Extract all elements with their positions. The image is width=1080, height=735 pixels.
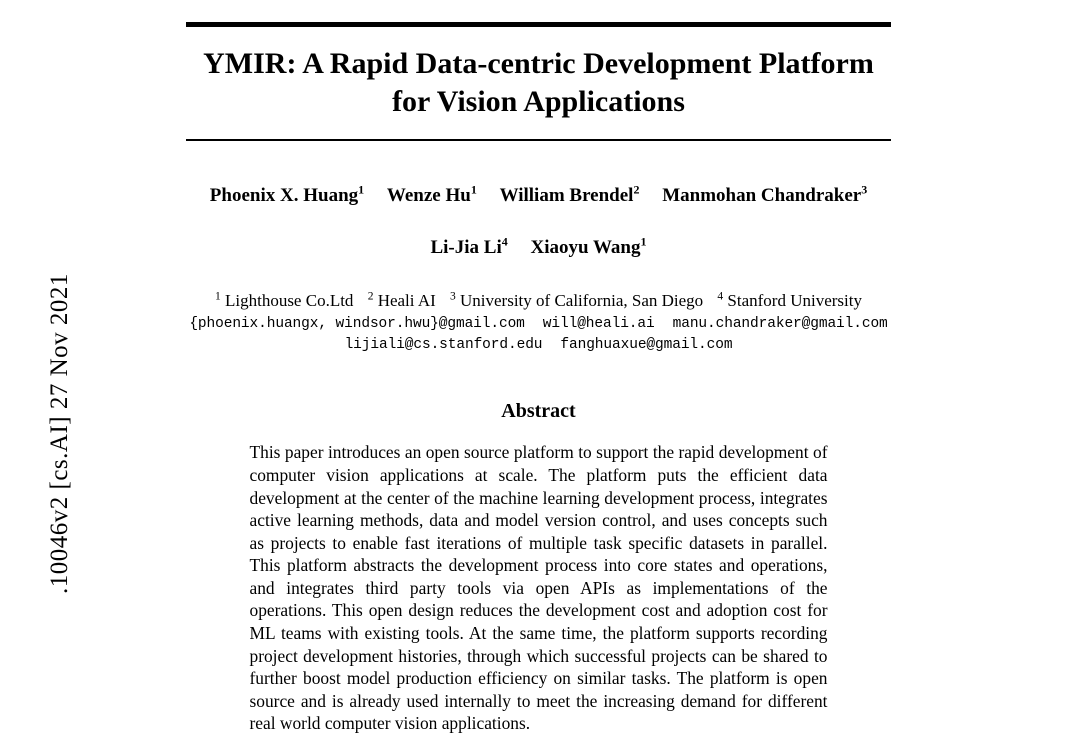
email-address[interactable]: fanghuaxue@gmail.com	[560, 337, 733, 354]
author-affiliation-marker: 1	[470, 183, 477, 197]
affiliation-entry	[450, 291, 703, 310]
author-name: William Brendel	[499, 185, 634, 207]
author-affiliation-marker: 1	[358, 183, 365, 197]
author-list-line-2	[186, 234, 891, 258]
author-entry	[530, 234, 647, 258]
affiliation-marker: 4	[717, 290, 724, 303]
email-address[interactable]: manu.chandraker@gmail.com	[672, 316, 888, 333]
author-affiliation-marker: 1	[640, 234, 647, 249]
author-name: Li-Jia Li	[430, 236, 502, 258]
affiliation-entry	[215, 291, 353, 310]
author-affiliation-marker: 4	[501, 234, 508, 249]
affiliation-entry	[717, 291, 862, 310]
author-entry	[500, 185, 640, 206]
author-name: Phoenix X. Huang	[209, 185, 359, 207]
affiliation-entry	[368, 291, 436, 310]
title-line-2: for Vision Applications	[392, 85, 685, 118]
abstract-heading: Abstract	[501, 400, 576, 423]
arxiv-identifier-stamp	[0, 0, 73, 719]
affiliation-marker: 2	[367, 290, 374, 303]
author-list-line-1	[186, 183, 891, 207]
author-name: Manmohan Chandraker	[662, 185, 862, 207]
arxiv-identifier-text: .10046v2 [cs.AI] 27 Nov 2021	[46, 273, 73, 594]
affiliation-marker: 3	[450, 290, 456, 303]
title-rule-top	[186, 22, 891, 27]
author-affiliation-marker: 2	[633, 183, 640, 197]
author-affiliation-marker: 3	[861, 183, 868, 197]
author-entry	[430, 234, 508, 258]
affiliation-marker: 1	[214, 290, 221, 303]
author-entry	[387, 185, 477, 206]
affiliation-name: Stanford University	[727, 291, 862, 311]
affiliation-name: University of California, San Diego	[460, 291, 704, 311]
title-rule-bottom	[186, 139, 891, 141]
page-title	[186, 45, 891, 121]
affiliation-name: Lighthouse Co.Ltd	[224, 291, 354, 311]
abstract-text: This paper introduces an open source platform to support the rapid development of computer vision applications at scale. The platform puts the efficient data development at the center of the machine learning development process, integrates active learning methods, data and model version control, and uses concepts such as projects to enable fast iterations of multiple task specific datasets in parallel. This platform abstracts the development process into core states and operations, and integrates third party tools via open APIs as implementations of the operations. This open design reduces the development cost and adoption cost for ML teams with existing tools. At the same time, the platform supports recording project development histories, through which successful projects can be shared to further boost model production efficiency on similar tasks. The platform is open source and is already used internally to meet the increasing demand for different real world computer vision applications.	[249, 442, 828, 734]
email-address[interactable]: {phoenix.huangx, windsor.hwu}@gmail.com	[189, 316, 525, 333]
email-line-1	[186, 314, 891, 335]
email-address[interactable]: will@heali.ai	[542, 316, 655, 333]
paper-content	[186, 0, 891, 735]
author-entry	[210, 185, 364, 206]
email-address[interactable]: lijiali@cs.stanford.edu	[344, 337, 543, 354]
title-line-1: YMIR: A Rapid Data-centric Development Platform	[203, 47, 874, 80]
affiliation-list	[186, 286, 891, 313]
email-line-2	[186, 335, 891, 356]
affiliation-name: Heali AI	[377, 291, 436, 311]
author-name: Xiaoyu Wang	[530, 236, 641, 258]
author-entry	[662, 185, 867, 206]
contact-emails	[186, 314, 891, 356]
author-name: Wenze Hu	[386, 185, 471, 207]
